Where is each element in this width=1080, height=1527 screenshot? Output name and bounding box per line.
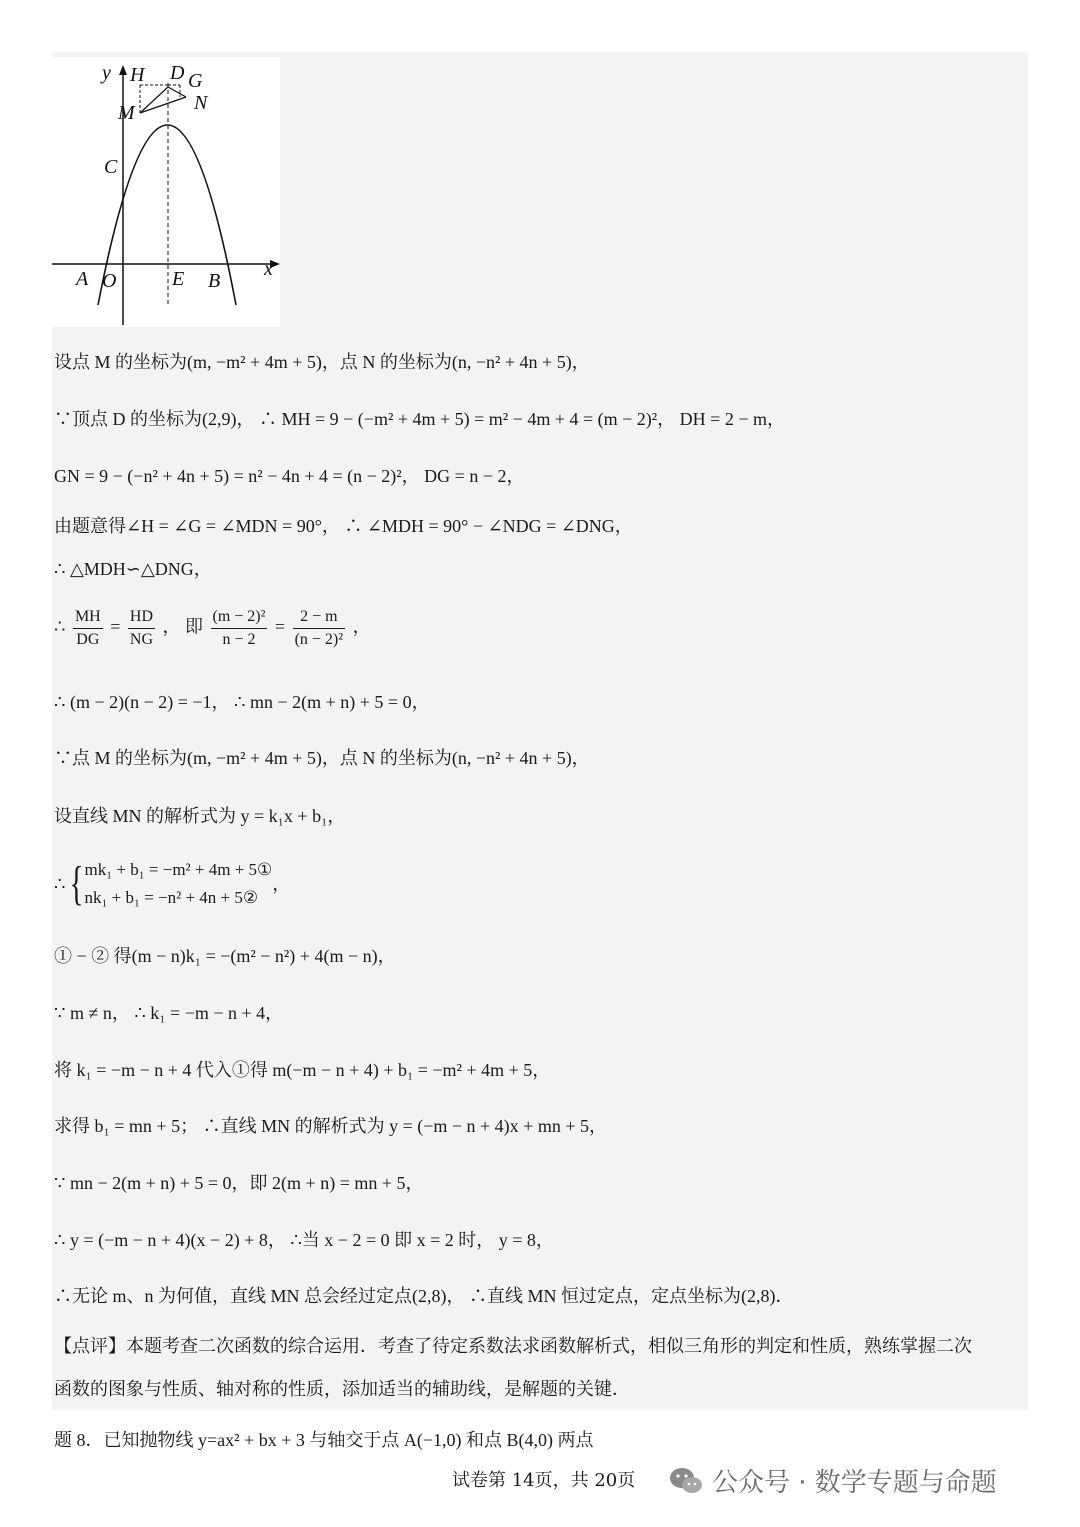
fraction-m-n: $\frac{\text{(m − 2)²}}{n - 2}$ — [212, 608, 266, 648]
brace-icon: { — [70, 857, 84, 910]
solution-line-3: GN = 9 − (−n² + 4n + 5) = n² − 4n + 4 = (n − 2)²， DG = n − 2， — [54, 466, 525, 486]
label-H: H — [130, 64, 145, 86]
fraction-mh-dg: $\frac{MH}{DG}$ — [74, 608, 101, 648]
solution-line-6: ∴ (m − 2)(n − 2) = −1， ∴ mn − 2(m + n) + 5 = 0， — [54, 692, 430, 712]
solution-line-11: 将 k₁ = −m − n + 4 代入①得 m(−m − n + 4) + b₁ = −m² + 4m + 5， — [54, 1060, 551, 1080]
solution-line-13: ∵ mn − 2(m + n) + 5 = 0，即 2(m + n) = mn + 5， — [54, 1173, 424, 1193]
solution-line-10: ∵ m ≠ n， ∴ k₁ = −m − n + 4， — [54, 1003, 284, 1023]
y-axis-arrow-icon — [119, 65, 127, 75]
parabola-diagram — [52, 57, 280, 327]
label-M: M — [118, 102, 135, 124]
watermark — [668, 1462, 997, 1499]
label-G: G — [188, 70, 203, 92]
label-x: x — [264, 258, 273, 280]
wechat-icon — [668, 1466, 704, 1496]
ratio-eq2: = — [274, 616, 286, 637]
ratio-eq: = — [110, 616, 121, 637]
solution-line-4: 由题意得∠H = ∠G = ∠MDN = 90°， ∴ ∠MDH = 90° − ∠NDG = ∠DNG， — [54, 516, 633, 536]
ratio-prefix: ∴ — [54, 616, 66, 637]
solution-line-1: 设点 M 的坐标为(m, −m² + 4m + 5)，点 N 的坐标为(n, −n² + 4n + 5)， — [54, 352, 590, 372]
label-C: C — [104, 156, 118, 178]
system-eq-2: nk₁ + b₁ = −n² + 4n + 5② — [84, 888, 259, 907]
parabola-figure — [52, 57, 280, 327]
ratio-mid: ， 即 — [162, 616, 203, 637]
solution-line-5: ∴ △MDH∽△DNG， — [54, 559, 212, 579]
solution-line-9: ① − ② 得(m − n)k₁ = −(m² − n²) + 4(m − n)， — [54, 946, 396, 966]
label-O: O — [102, 270, 117, 292]
label-N: N — [194, 92, 208, 114]
equation-system — [54, 856, 290, 912]
system-prefix: ∴ — [54, 874, 66, 894]
page-number: 试卷第 14页，共 20页 — [452, 1470, 636, 1491]
fraction-2m-n: $\frac{2 - m}{\text{(n − 2)²}}$ — [294, 608, 344, 648]
ratio-line — [54, 606, 371, 651]
system-suffix: ， — [272, 874, 291, 894]
solution-line-2: ∵顶点 D 的坐标为(2,9)， ∴ MH = 9 − (−m² + 4m + 5) = m² − 4m + 4 = (m − 2)²， DH = 2 − m， — [54, 409, 785, 429]
solution-line-7: ∵点 M 的坐标为(m, −m² + 4m + 5)，点 N 的坐标为(n, −n² + 4n + 5)， — [54, 748, 590, 768]
system-eq-1: mk₁ + b₁ = −m² + 4m + 5① — [84, 860, 273, 879]
comment-line-2: 函数的图象与性质、轴对称的性质，添加适当的辅助线，是解题的关键． — [54, 1379, 630, 1399]
label-B: B — [208, 270, 221, 292]
label-A: A — [76, 268, 89, 290]
comment-line-1: 【点评】本题考查二次函数的综合运用．考查了待定系数法求函数解析式，相似三角形的判定和性质，熟练掌握二次 — [54, 1336, 972, 1356]
fraction-hd-ng: $\frac{HD}{NG}$ — [129, 608, 153, 648]
watermark-text: 公众号 · 数学专题与命题 — [712, 1468, 997, 1498]
solution-line-15: ∴无论 m、n 为何值，直线 MN 总会经过定点(2,8)， ∴直线 MN 恒过定点，定点坐标为(2,8)． — [54, 1286, 794, 1306]
solution-line-14: ∴ y = (−m − n + 4)(x − 2) + 8， ∴当 x − 2 = 0 即 x = 2 时， y = 8， — [54, 1230, 554, 1250]
label-D: D — [170, 62, 185, 84]
solution-line-8: 设直线 MN 的解析式为 y = k₁x + b₁， — [54, 806, 346, 826]
solution-line-12: 求得 b₁ = mn + 5； ∴直线 MN 的解析式为 y = (−m − n + 4)x + mn + 5， — [54, 1116, 607, 1136]
label-E: E — [172, 268, 185, 290]
ratio-suffix: ， — [352, 616, 371, 637]
label-y: y — [102, 62, 111, 84]
question-8: 题 8．已知抛物线 y=ax² + bx + 3 与轴交于点 A(−1,0) 和点 B(4,0) 两点 — [54, 1430, 594, 1450]
